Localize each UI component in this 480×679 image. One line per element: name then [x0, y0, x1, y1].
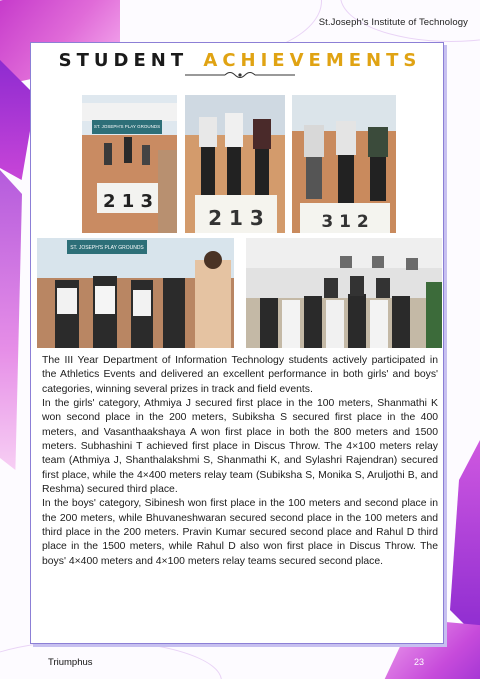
photo-group-with-official — [37, 238, 234, 348]
page-title — [0, 50, 480, 71]
banner-text: ST. JOSEPH'S PLAY GROUNDS — [70, 245, 144, 251]
title-word-2: ACHIEVEMENTS — [203, 50, 422, 71]
paragraph-boys-category: In the boys' category, Sibinesh won first place in the 100 meters and second place in the 200 meters, while Bhuvaneshwaran secured second place in the 100 meters and third place in the 200 meters. Pravin Kumar secured second place and Rahul D third place in the 1500 meters, while Rahul D also won first place in Discus Throw. The boys' 4×400 meters and 4×100 meters relay teams secured second place. — [42, 498, 438, 567]
podium-numbers: 3 1 2 — [321, 212, 369, 232]
paragraph-intro: The III Year Department of Information Technology students actively participated in the Athletics Events and delivered an excellent performance in both girls' and boys' categories, winning several prizes in track and field events. — [42, 355, 438, 395]
article-body — [42, 354, 438, 569]
photo-team-group — [246, 238, 442, 348]
banner-text: ST. JOSEPH'S PLAY GROUNDS — [93, 124, 161, 129]
footer-magazine-name: Triumphus — [48, 657, 93, 668]
podium-numbers: 2 1 3 — [102, 191, 154, 212]
photo-podium-2 — [185, 95, 285, 233]
title-ornament-icon — [185, 70, 295, 80]
page-number: 23 — [414, 657, 425, 667]
photo-podium-3 — [292, 95, 396, 233]
side-band-right — [450, 440, 480, 640]
side-band-left — [0, 170, 22, 470]
title-word-1: STUDENT — [58, 50, 189, 71]
podium-numbers: 2 1 3 — [208, 206, 264, 230]
photo-podium-1 — [82, 95, 177, 233]
institution-name: St.Joseph's Institute of Technology — [318, 17, 468, 28]
paragraph-girls-category: In the girls' category, Athmiya J secured first place in the 100 meters, Shanmathi K won second place in the 200 meters, Subiksha S secured first place in the 400 meters, and Vasanthaakshaya A won first place in both the 800 meters and 1500 meters. Subhashini T achieved first place in Discus Throw. The 4×100 meters relay team (Athmiya J, Shanthalakshmi S, Shanmathi K, and Sylashri Rajendran) secured first place, while the 4×400 meters relay team (Subiksha S, Monika S, Aruljothi B, and Reshma) secured third place. — [42, 398, 438, 496]
decorative-swirl — [0, 640, 222, 679]
